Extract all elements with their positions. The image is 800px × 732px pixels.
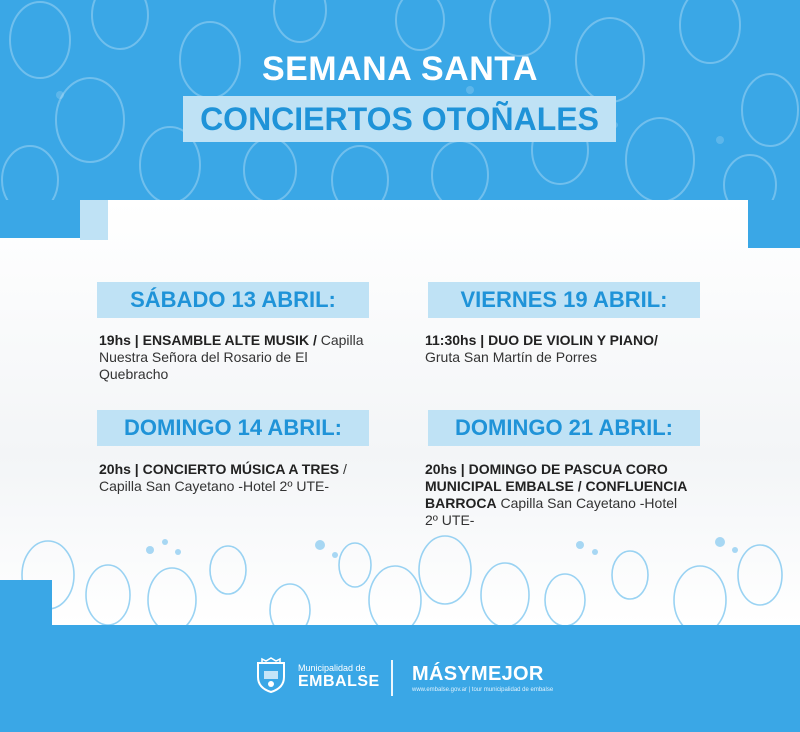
event-details <box>99 332 379 383</box>
easter-egg-decoration <box>0 520 800 625</box>
event-venue: Capilla San Cayetano -Hotel 2º UTE- <box>425 495 678 528</box>
event-title: 20hs | CONCIERTO MÚSICA A TRES <box>99 461 340 477</box>
footer-divider <box>391 660 393 696</box>
municipality-crest-icon <box>254 657 288 698</box>
municipality-name: EMBALSE <box>298 673 380 690</box>
event-details <box>425 332 670 366</box>
header-banner <box>0 0 800 200</box>
corner-accent <box>80 200 108 240</box>
event-venue: Gruta San Martín de Porres <box>425 349 597 365</box>
day-label: DOMINGO 14 ABRIL: <box>124 415 342 440</box>
page-title: SEMANA SANTA <box>261 50 539 88</box>
event-title: 20hs | DOMINGO DE PASCUA CORO MUNICIPAL EMBALSE / CONFLUENCIA BARROCA <box>425 461 687 511</box>
event-venue: / Capilla San Cayetano -Hotel 2º UTE- <box>99 461 347 494</box>
event-details <box>425 461 693 529</box>
corner-accent <box>0 580 52 625</box>
corner-accent <box>748 200 800 248</box>
event-venue: Capilla Nuestra Señora del Rosario de El Quebracho <box>99 332 364 382</box>
day-label-box <box>428 410 700 446</box>
municipality-label: Municipalidad de <box>298 663 366 673</box>
day-label-box <box>97 410 369 446</box>
event-details <box>99 461 361 495</box>
day-label-box <box>428 282 700 318</box>
page-subtitle: CONCIERTOS OTOÑALES <box>200 101 599 137</box>
day-label-box <box>97 282 369 318</box>
day-label: VIERNES 19 ABRIL: <box>460 287 668 312</box>
day-label: DOMINGO 21 ABRIL: <box>455 415 673 440</box>
event-title: 11:30hs | DUO DE VIOLIN Y PIANO/ <box>425 332 658 348</box>
footer-bar <box>0 625 800 732</box>
slogan-logo: MÁSYMEJOR <box>412 663 544 685</box>
event-title: 19hs | ENSAMBLE ALTE MUSIK / <box>99 332 317 348</box>
day-label: SÁBADO 13 ABRIL: <box>130 287 336 312</box>
slogan-website: www.embalse.gov.ar | tour municipalidad de embalse <box>412 687 554 693</box>
